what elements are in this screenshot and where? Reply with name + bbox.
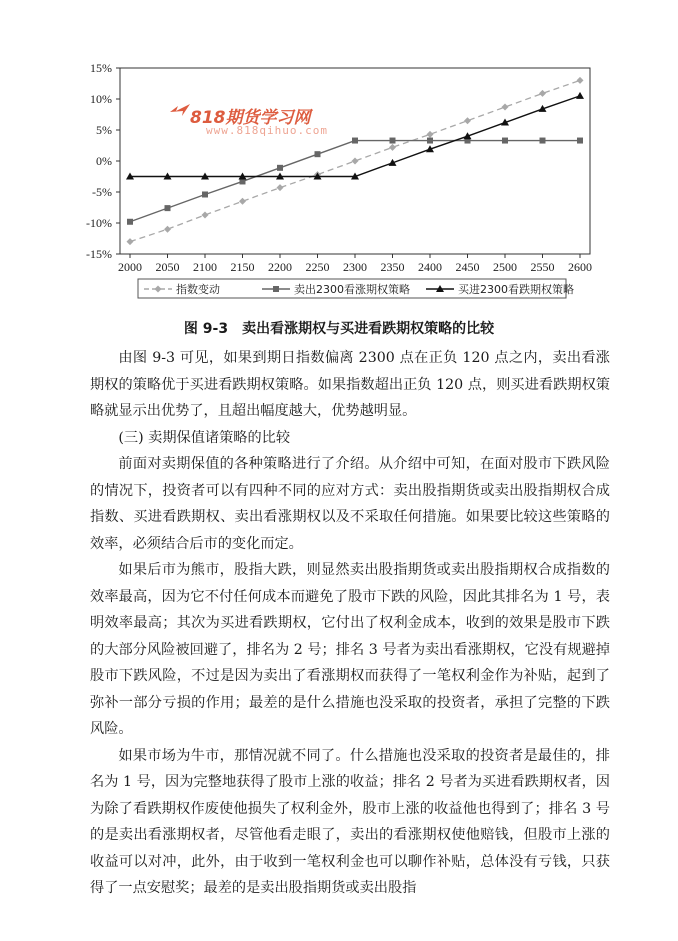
x-tick-label: 2500: [493, 260, 517, 274]
data-point: [540, 138, 546, 144]
section-heading: (三) 卖期保值诸策略的比较: [118, 429, 291, 446]
data-point: [165, 205, 171, 211]
y-tick-label: -15%: [86, 247, 112, 261]
legend-entry: 卖出2300看涨期权策略: [294, 283, 410, 296]
series-line-2: [130, 141, 580, 222]
y-tick-label: 15%: [90, 61, 112, 75]
data-point: [277, 184, 284, 191]
y-tick-label: 10%: [90, 92, 112, 106]
y-tick-label: -5%: [92, 185, 112, 199]
y-tick-label: -10%: [86, 216, 112, 230]
data-point: [577, 77, 584, 84]
data-point: [389, 144, 396, 151]
x-tick-label: 2450: [455, 260, 480, 274]
x-tick-label: 2050: [155, 260, 180, 274]
x-tick-label: 2100: [193, 260, 217, 274]
data-point: [164, 226, 171, 233]
data-point: [502, 104, 509, 111]
figure: [0, 0, 678, 310]
body-text: [90, 345, 610, 902]
data-point: [127, 219, 133, 225]
y-tick-label: 5%: [96, 123, 112, 137]
data-point: [127, 238, 134, 245]
data-point: [239, 198, 246, 205]
line-chart: [0, 0, 678, 310]
x-tick-label: 2250: [305, 260, 330, 274]
x-tick-label: 2000: [118, 260, 142, 274]
paragraph: 如果市场为牛市，那情况就不同了。什么措施也没采取的投资者是最佳的，排名为 1 号，因为完整地获得了股市上涨的收益；排名 2 号者为买进看跌期权者，因为除了看跌期权作废使他损失了权利金外，股市上涨的收益他也得到了；排名 3 号的是卖出看涨期权者，尽管他看走眼了，卖出的看涨期权使他赔钱，但股市上涨的收益可以对冲，此外，由于收到一笔权利金也可以聊作补贴，总体没有亏钱，只获得了一点安慰奖；最差的是卖出股指期货或卖出股指: [90, 747, 610, 896]
figure-caption: 图 9-3 卖出看涨期权与买进看跌期权策略的比较: [183, 321, 495, 337]
x-tick-label: 2350: [380, 260, 405, 274]
data-point: [576, 92, 584, 99]
data-point: [352, 138, 358, 144]
watermark-brand: 818期货学习网: [190, 108, 311, 128]
data-point: [202, 191, 208, 197]
x-tick-label: 2300: [343, 260, 367, 274]
legend-marker: [273, 286, 279, 292]
logo-icon: [168, 98, 192, 122]
data-point: [502, 138, 508, 144]
paragraph: 如果后市为熊市，股指大跌，则显然卖出股指期货或卖出股指期权合成指数的效率最高，因为它不付任何成本而避免了股市下跌的风险，因此其排名为 1 号，表明效率最高；其次为买进看跌期权，它付出了权利金成本，收到的效果是股市下跌的大部分风险被回避了，排名为 2 号；排名 3 号者为卖出看涨期权，它没有规避掉股市下跌风险，不过是因为卖出了看涨期权而获得了一笔权利金作为补贴，起到了弥补一部分亏损的作用；最差的是什么措施也没采取的投资者，承担了完整的下跌风险。: [90, 562, 610, 737]
data-point: [464, 117, 471, 124]
x-tick-label: 2150: [230, 260, 255, 274]
data-point: [427, 138, 433, 144]
watermark-url: www.818qihuo.com: [206, 124, 328, 137]
data-point: [390, 138, 396, 144]
x-tick-label: 2400: [418, 260, 442, 274]
legend-entry: 指数变动: [176, 283, 220, 296]
data-point: [539, 90, 546, 97]
x-tick-label: 2600: [568, 260, 592, 274]
legend-marker: [155, 286, 162, 293]
data-point: [577, 138, 583, 144]
paragraph: 前面对卖期保值的各种策略进行了介绍。从介绍中可知，在面对股市下跌风险的情况下，投资者可以有四种不同的应对方式：卖出股指期货或卖出股指期权合成指数、买进看跌期权、卖出看涨期权以及不采取任何措施。如果要比较这些策略的效率，必须结合后市的变化而定。: [90, 456, 610, 552]
data-point: [315, 151, 321, 157]
x-tick-label: 2550: [530, 260, 555, 274]
y-tick-label: 0%: [96, 154, 112, 168]
data-point: [352, 158, 359, 165]
data-point: [427, 131, 434, 138]
x-tick-label: 2200: [268, 260, 292, 274]
legend-entry: 买进2300看跌期权策略: [458, 283, 574, 296]
data-point: [202, 211, 209, 218]
data-point: [277, 165, 283, 171]
paragraph: 由图 9-3 可见，如果到期日指数偏离 2300 点在正负 120 点之内，卖出看涨期权的策略优于买进看跌期权策略。如果指数超出正负 120 点，则买进看跌期权策略就显示出优势了，且超出幅度越大，优势越明显。: [90, 350, 610, 419]
